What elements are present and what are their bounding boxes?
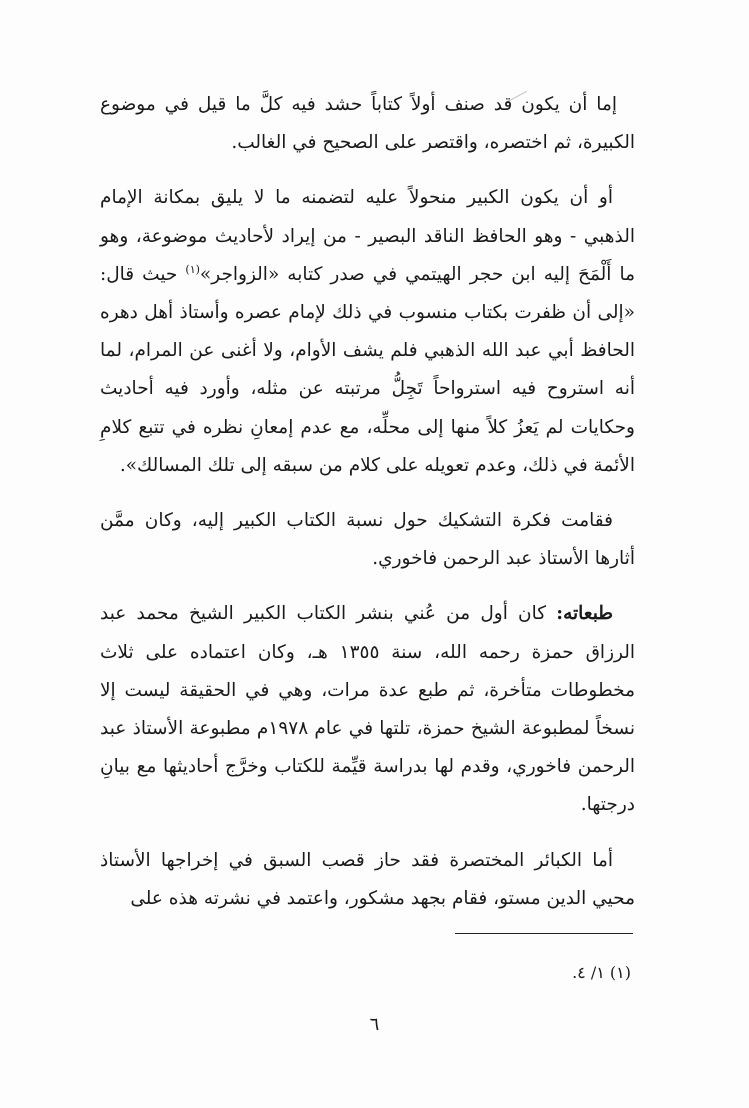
paragraph-3	[100, 502, 635, 578]
paragraph-text: فقامت فكرة التشكيك حول نسبة الكتاب الكبير إليه، وكان ممَّن أثارها الأستاذ عبد الرحمن فاخوري.	[100, 510, 635, 570]
footnote-divider	[455, 933, 633, 934]
paragraph-text: كان أول من عُني بنشر الكتاب الكبير الشيخ محمد عبد الرزاق حمزة رحمه الله، سنة ١٣٥٥ هـ، وكان اعتماده على ثلاث مخطوطات متأخرة، ثم طبع عدة مرات، وهي في الحقيقة ليست إلا نسخاً لمطبوعة الشيخ حمزة، تلتها في عام ١٩٧٨م مطبوعة الأستاذ عبد الرحمن فاخوري، وقدم لها بدراسة قيِّمة للكتاب وخرَّج أحاديثها مع بيانِ درجتها.	[100, 603, 635, 816]
paragraph-text: أما الكبائر المختصرة فقد حاز قصب السبق في إخراجها الأستاذ محيي الدين مستو، فقام بجهد مشكور، واعتمد في نشرته هذه على	[100, 849, 635, 909]
section-lead: طبعاته:	[556, 603, 613, 625]
main-text	[100, 86, 635, 935]
page-number-text: ٦	[369, 1014, 380, 1035]
footnote-marker[interactable]: (١)	[185, 262, 200, 276]
paragraph-4	[100, 595, 635, 824]
paragraph-2	[100, 179, 635, 485]
page-number	[0, 1010, 749, 1040]
paragraph-5	[100, 842, 635, 918]
paragraph-text: إما أن يكون قد صنف أولاً كتاباً حشد فيه كلَّ ما قيل في موضوع الكبيرة، ثم اختصره، واقتصر على الصحيح في الغالب.	[100, 94, 635, 154]
paragraph-text-continued: حيث قال: «إلى أن ظفرت بكتاب منسوب في ذلك لإمام عصره وأستاذ أهل دهره الحافظ أبي عبد الله الذهبي فلم يشف الأوام، ولا أغنى عن المرام، لما أنه استروح فيه استرواحاً تَجِلُّ مرتبته عن مثله، وأورد فيه أحاديث وحكايات لم يَعزُ كلاً منها إلى محلِّه، مع عدم إمعانِ نظره في تتبع كلامِ الأئمة في ذلك، وعدم تعويله على كلام من سبقه إلى تلك المسالك».	[100, 263, 635, 476]
footnote-text: (١) ١/ ٤.	[572, 963, 631, 982]
paragraph-1	[100, 86, 635, 162]
paragraph-text: أو أن يكون الكبير منحولاً عليه لتضمنه ما لا يليق بمكانة الإمام الذهبي - وهو الحافظ الناقد البصير - من إيراد لأحاديث موضوعة، وهو ما أَلْمَحَ إليه ابن حجر الهيتمي في صدر كتابه «الزواجر»	[100, 187, 635, 285]
footnote	[572, 958, 631, 988]
